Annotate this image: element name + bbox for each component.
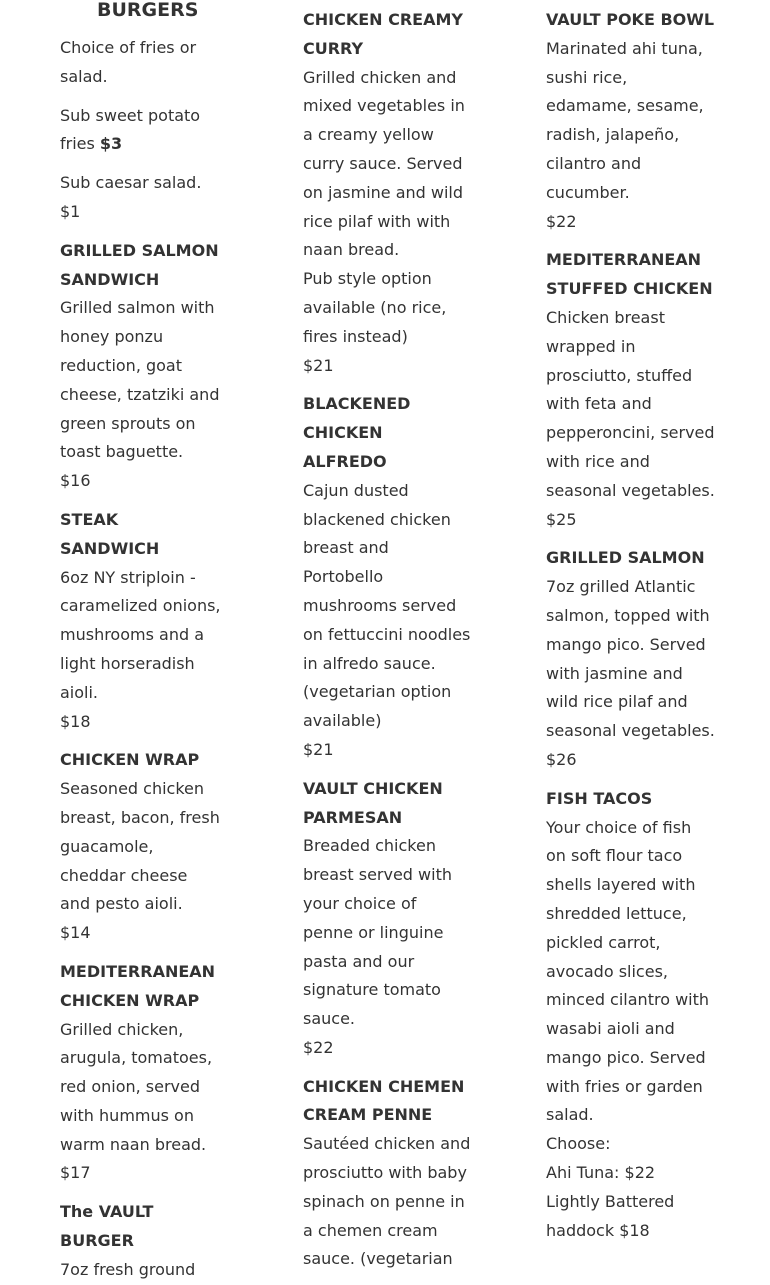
menu-item-grilled-salmon (546, 544, 716, 774)
menu-item-chicken-wrap (60, 746, 222, 948)
menu-item-mediterranean-chicken-wrap (60, 958, 222, 1188)
menu-item-vault-chicken-parmesan (303, 775, 471, 1063)
item-name: GRILLED SALMON SANDWICH (60, 240, 219, 289)
item-price: $18 (60, 711, 91, 731)
menu-item-steak-sandwich (60, 506, 222, 736)
menu-item-fish-tacos (546, 785, 716, 1246)
menu-column-2 (303, 6, 471, 1274)
item-price: $25 (546, 509, 577, 529)
item-description: Grilled chicken, arugula, tomatoes, red onion, served with hummus on warm naan bread. (60, 1019, 213, 1154)
menu-item-mediterranean-stuffed-chicken (546, 246, 716, 534)
item-name: BLACKENED CHICKEN ALFREDO (303, 394, 411, 471)
item-description: Sautéed chicken and prosciutto with baby spinach on penne in a chemen cream sauce. (vegetarian (303, 1134, 471, 1269)
item-name: GRILLED SALMON (546, 548, 705, 568)
item-description: Marinated ahi tuna, sushi rice, edamame, sesame, radish, jalapeño, cilantro and cucumber. (546, 38, 704, 202)
menu-column-1 (60, 34, 222, 1285)
menu-item-grilled-salmon-sandwich (60, 237, 222, 496)
item-name: FISH TACOS (546, 788, 653, 808)
item-name: VAULT CHICKEN PARMESAN (303, 778, 443, 827)
item-option-note: Pub style option available (no rice, fires instead) (303, 269, 447, 346)
sweet-potato-price: $3 (99, 134, 123, 154)
item-price: $21 (303, 739, 334, 759)
sweet-potato-text: Sub sweet potato fries (60, 105, 201, 154)
item-name: MEDITERRANEAN CHICKEN WRAP (60, 961, 216, 1010)
menu-item-vault-poke-bowl (546, 6, 716, 236)
menu-item-blackened-chicken-alfredo (303, 390, 471, 764)
item-name: The VAULT BURGER (60, 1202, 154, 1251)
item-price: $16 (60, 471, 91, 491)
item-description: 6oz NY striploin - caramelized onions, mushrooms and a light horseradish aioli. (60, 567, 221, 702)
item-name: MEDITERRANEAN STUFFED CHICKEN (546, 250, 713, 299)
fish-option-ahi-tuna: Ahi Tuna: $22 (546, 1163, 656, 1183)
item-price: $17 (60, 1163, 91, 1183)
burger-note-sides: Choice of fries or salad. (60, 38, 197, 86)
menu-item-chicken-chemen-cream-penne (303, 1073, 471, 1275)
burger-note-caesar: Sub caesar salad. $1 (60, 173, 202, 221)
item-description: Grilled chicken and mixed vegetables in a creamy yellow curry sauce. Served on jasmine and wild rice pilaf with with naan bread. (303, 67, 465, 260)
item-description: Breaded chicken breast served with your choice of penne or linguine pasta and our signature tomato sauce. (303, 836, 452, 1029)
item-description: Your choice of fish on soft flour taco shells layered with shredded lettuce, pickled carrot, avocado slices, minced cilantro with wasabi aioli and mango pico. Served with fries or garden salad. (546, 817, 710, 1125)
burgers-section-heading: BURGERS (97, 0, 199, 21)
item-description: Cajun dusted blackened chicken breast and Portobello mushrooms served on fettuccini noodles in alfredo sauce. (vegetarian option available) (303, 480, 471, 731)
menu-item-chicken-creamy-curry (303, 6, 471, 380)
item-price: $26 (546, 749, 577, 769)
item-description: 7oz fresh ground (60, 1259, 196, 1279)
item-description: Chicken breast wrapped in prosciutto, stuffed with feta and pepperoncini, served with rice and seasonal vegetables. (546, 307, 715, 500)
item-name: CHICKEN CREAMY CURRY (303, 10, 463, 58)
item-price: $22 (546, 211, 577, 231)
menu-item-vault-burger (60, 1198, 222, 1284)
item-description: Grilled salmon with honey ponzu reduction, goat cheese, tzatziki and green sprouts on toast baguette. (60, 298, 220, 462)
item-name: CHICKEN CHEMEN CREAM PENNE (303, 1076, 465, 1125)
menu-column-3 (546, 6, 716, 1245)
item-name: STEAK SANDWICH (60, 509, 160, 558)
burger-note-sweet-potato (60, 102, 222, 160)
fish-choose-label: Choose: (546, 1134, 611, 1154)
item-name: CHICKEN WRAP (60, 750, 200, 770)
item-price: $14 (60, 923, 91, 943)
fish-option-haddock: Lightly Battered haddock $18 (546, 1191, 675, 1240)
item-description: 7oz grilled Atlantic salmon, topped with mango pico. Served with jasmine and wild rice pilaf and seasonal vegetables. (546, 577, 715, 741)
item-price: $21 (303, 355, 334, 375)
item-description: Seasoned chicken breast, bacon, fresh guacamole, cheddar cheese and pesto aioli. (60, 779, 220, 914)
item-price: $22 (303, 1037, 334, 1057)
item-name: VAULT POKE BOWL (546, 10, 715, 29)
